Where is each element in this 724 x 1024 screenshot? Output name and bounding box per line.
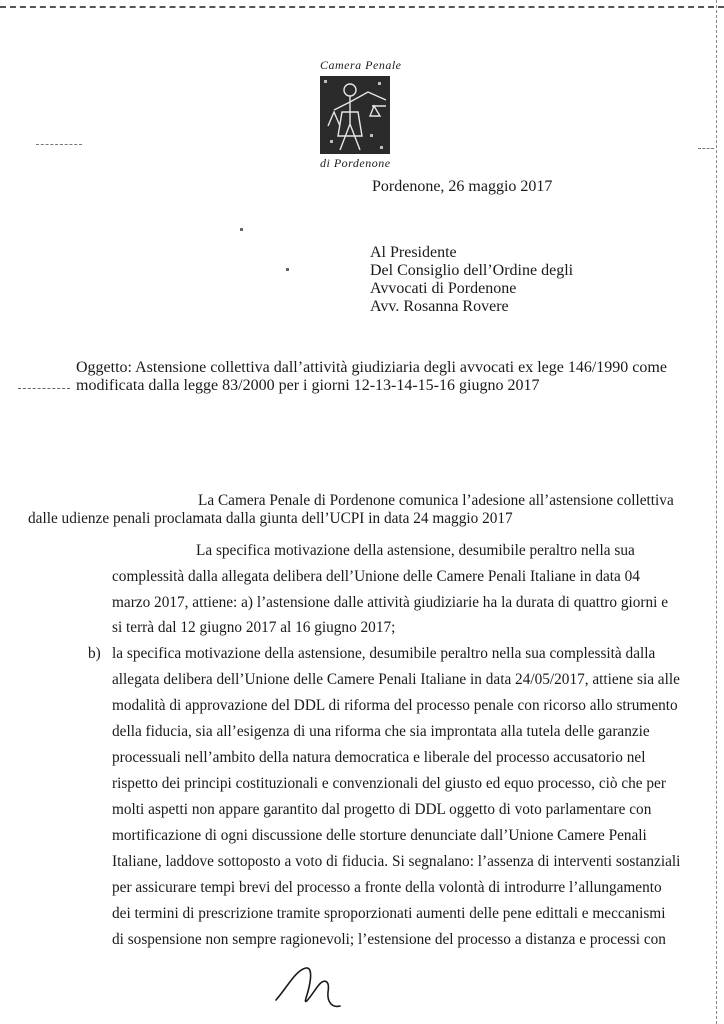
justice-scales-icon: [320, 76, 390, 154]
para-b-line: della fiducia, sia all’esigenza di una riforma che sia improntata alla tutela delle garanzie: [112, 723, 650, 740]
intro-line-1: La Camera Penale di Pordenone comunica l’adesione all’astensione collettiva: [198, 492, 674, 509]
para-b-line: di sospensione non sempre ragionevoli; l’estensione del processo a distanza e processi con: [112, 931, 666, 948]
scan-speck: [240, 228, 243, 231]
para-b-line: rispetto dei principi costituzionali e convenzionali del giusto ed equo processo, ciò che per: [112, 775, 666, 792]
intro-line-2: dalle udienze penali proclamata dalla giunta dell’UCPI in data 24 maggio 2017: [28, 510, 513, 527]
scan-speck: [698, 148, 714, 150]
para-a-line-4: si terrà dal 12 giugno 2017 al 16 giugno 2017;: [112, 619, 396, 636]
para-b-line: mortificazione di ogni discussione delle storture denunciate dall’Unione Camere Penali: [112, 827, 647, 844]
para-b-marker: b): [88, 645, 101, 662]
recipient-line-3: Avvocati di Pordenone: [370, 280, 517, 297]
logo-bottom-text: di Pordenone: [320, 156, 391, 170]
para-b-line: processuali nell’ambito della natura democratica e liberale del processo accusatorio nel: [112, 749, 646, 766]
scan-speck: [286, 268, 289, 271]
date-line: Pordenone, 26 maggio 2017: [372, 178, 553, 195]
signature-scribble: [270, 958, 360, 1018]
para-b-line: per assicurare tempi brevi del processo a fronte della volontà di introdurre l’allungamento: [112, 879, 662, 896]
para-b-line: Italiane, laddove sottoposto a voto di fiducia. Si segnalano: l’assenza di interventi sostanziali: [112, 853, 681, 870]
para-b-line: dei termini di prescrizione tramite sproporzionati aumenti delle pene edittali e meccanismi: [112, 905, 666, 922]
scan-top-border: [0, 6, 724, 8]
para-b-line: modalità di approvazione del DDL di riforma del processo penale con ricorso allo strumento: [112, 697, 678, 714]
justice-emblem-svg: [320, 76, 390, 154]
scan-speck: [36, 144, 82, 146]
logo-top-text: Camera Penale: [320, 58, 402, 72]
para-a-line-2: complessità dalla allegata delibera dell’Unione delle Camere Penali Italiane in data 04: [112, 568, 640, 585]
recipient-line-1: Al Presidente: [370, 244, 457, 261]
scan-right-edge: [716, 0, 717, 1024]
para-a-line-3: marzo 2017, attiene: a) l’astensione dalle attività giudiziarie ha la durata di quattro giorni e: [112, 594, 669, 611]
para-b-line: allegata delibera dell’Unione delle Camere Penali Italiane in data 24/05/2017, attiene sia alle: [112, 671, 680, 688]
para-a-line-1: La specifica motivazione della astensione, desumibile peraltro nella sua: [196, 542, 635, 559]
subject-line-2: modificata dalla legge 83/2000 per i giorni 12-13-14-15-16 giugno 2017: [76, 377, 540, 394]
para-b-line: molti aspetti non appare garantito dal progetto di DDL oggetto di voto parlamentare con: [112, 801, 652, 818]
para-b-line: la specifica motivazione della astensione, desumibile peraltro nella sua complessità dalla: [112, 645, 656, 662]
recipient-line-4: Avv. Rosanna Rovere: [370, 298, 509, 315]
scan-speck: [18, 388, 70, 390]
subject-line-1: Oggetto: Astensione collettiva dall’attività giudiziaria degli avvocati ex lege 146/1990 come: [76, 359, 667, 376]
recipient-line-2: Del Consiglio dell’Ordine degli: [370, 262, 574, 279]
